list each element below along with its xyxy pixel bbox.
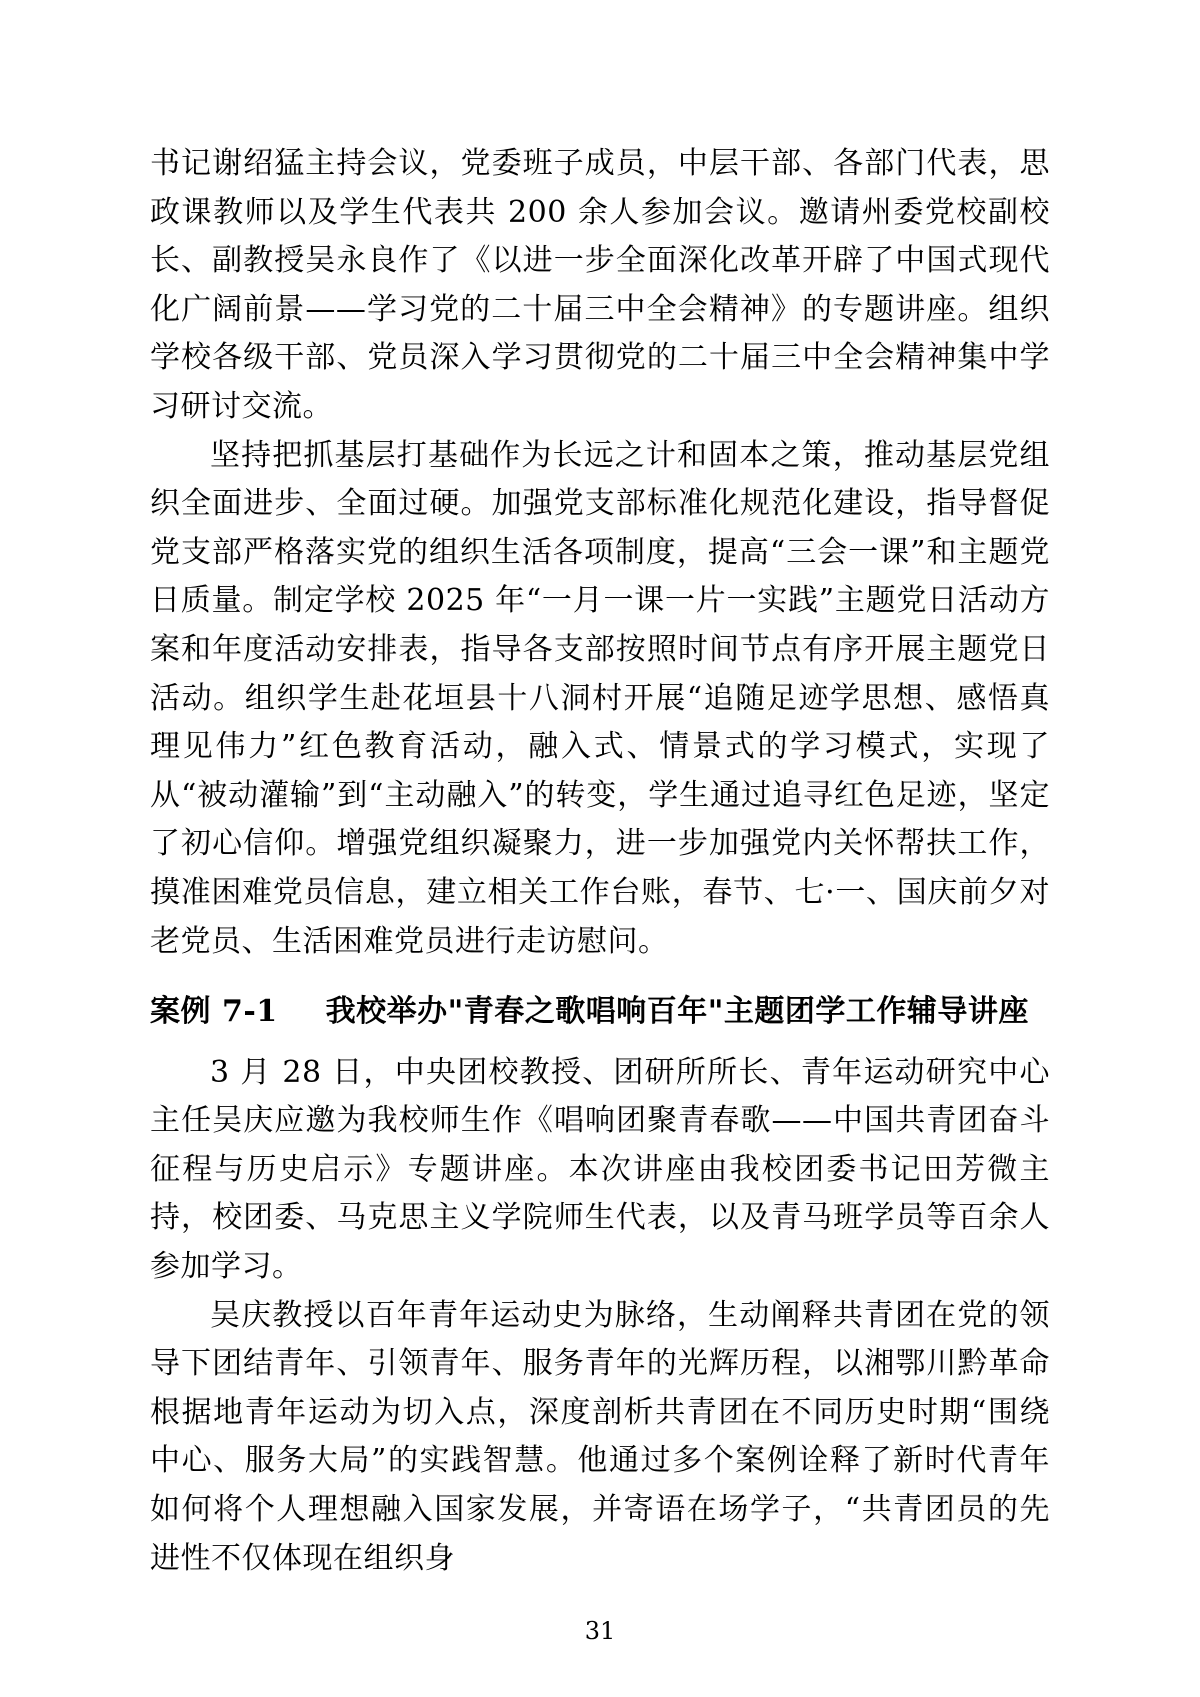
- paragraph-2: 坚持把抓基层打基础作为长远之计和固本之策，推动基层党组织全面进步、全面过硬。加强党支部标准化规范化建设，指导督促党支部严格落实党的组织生活各项制度，提高“三会一课”和主题党日质量。制定学校 2025 年“一月一课一片一实践”主题党日活动方案和年度活动安排表，指导各支部按照时间节点有序开展主题党日活动。组织学生赴花垣县十八洞村开展“追随足迹学思想、感悟真理见伟力”红色教育活动，融入式、情景式的学习模式，实现了从“被动灌输”到“主动融入”的转变，学生通过追寻红色足迹，坚定了初心信仰。增强党组织凝聚力，进一步加强党内关怀帮扶工作，摸准困难党员信息，建立相关工作台账，春节、七·一、国庆前夕对老党员、生活困难党员进行走访慰问。: [150, 437, 1050, 959]
- paragraph-1: 书记谢绍猛主持会议，党委班子成员，中层干部、各部门代表，思政课教师以及学生代表共 200 余人参加会议。邀请州委党校副校长、副教授吴永良作了《以进一步全面深化改革开辟了中国式现代化广阔前景——学习党的二十届三中全会精神》的专题讲座。组织学校各级干部、党员深入学习贯彻党的二十届三中全会精神集中学习研讨交流。: [150, 146, 1050, 424]
- paragraph-3: 3 月 28 日，中央团校教授、团研所所长、青年运动研究中心主任吴庆应邀为我校师生作《唱响团聚青春歌——中国共青团奋斗征程与历史启示》专题讲座。本次讲座由我校团委书记田芳微主持，校团委、马克思主义学院师生代表，以及青马班学员等百余人参加学习。: [150, 1054, 1050, 1285]
- case-heading: [150, 988, 1050, 1037]
- case-heading-number: 案例 7-1: [150, 994, 278, 1030]
- paragraph-4: 吴庆教授以百年青年运动史为脉络，生动阐释共青团在党的领导下团结青年、引领青年、服务青年的光辉历程，以湘鄂川黔革命根据地青年运动为切入点，深度剖析共青团在不同历史时期“围绕中心、服务大局”的实践智慧。他通过多个案例诠释了新时代青年如何将个人理想融入国家发展，并寄语在场学子，“共青团员的先进性不仅体现在组织身: [150, 1297, 1050, 1576]
- case-heading-title: 我校举办"青春之歌唱响百年"主题团学工作辅导讲座: [325, 994, 1029, 1030]
- page-number: 31: [584, 1617, 616, 1645]
